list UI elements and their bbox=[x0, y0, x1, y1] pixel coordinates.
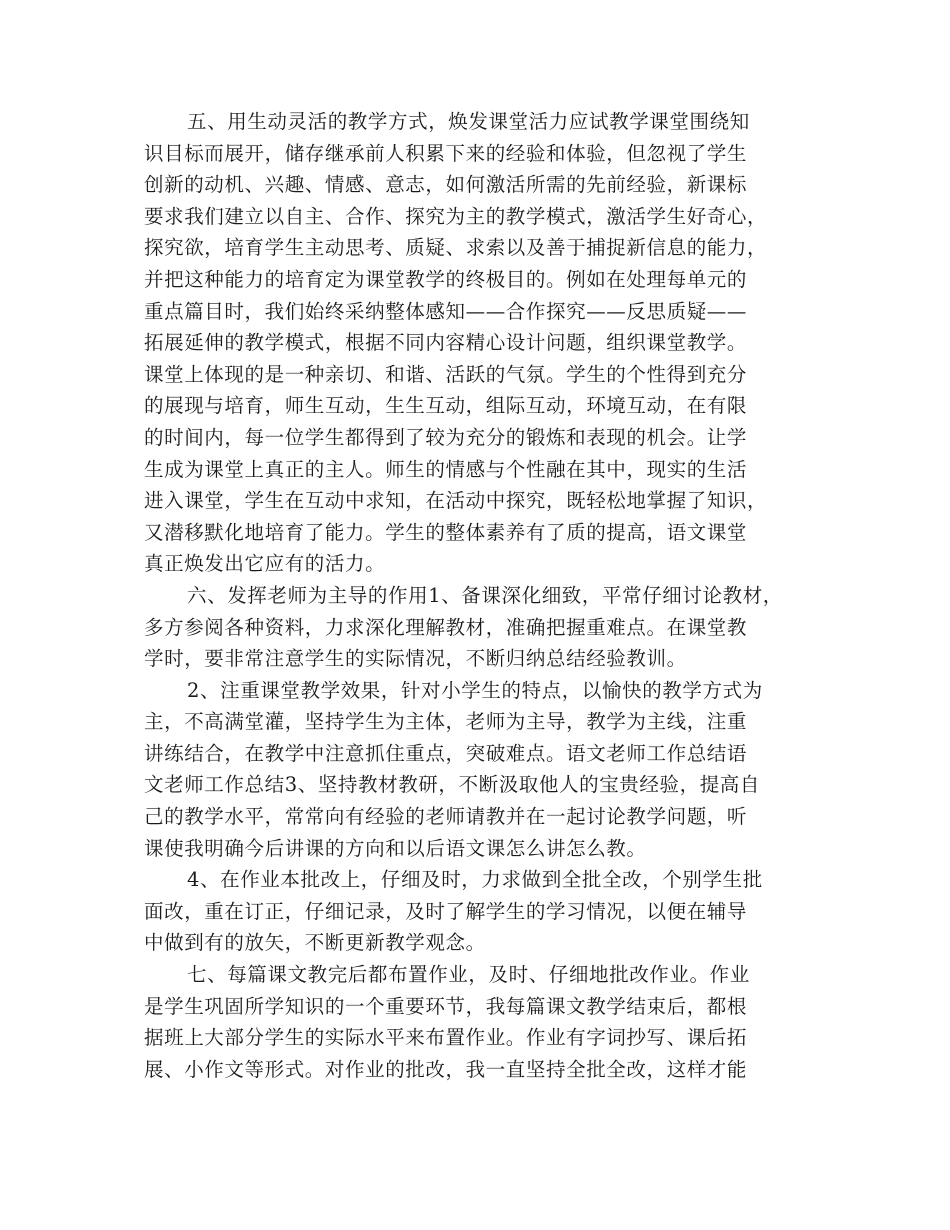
text-line: 探究欲，培育学生主动思考、质疑、求索以及善于捕捉新信息的能力， bbox=[144, 236, 768, 260]
text-line: 七、每篇课文教完后都布置作业，及时、仔细地批改作业。作业 bbox=[187, 963, 750, 987]
text-line: 展、小作文等形式。对作业的批改，我一直坚持全批全改，这样才能 bbox=[144, 1057, 748, 1081]
text-line: 中做到有的放矢，不断更新教学观念。 bbox=[144, 931, 486, 955]
text-line: 据班上大部分学生的实际水平来布置作业。作业有字词抄写、课后拓 bbox=[144, 1026, 748, 1050]
document-body bbox=[144, 106, 844, 1085]
text-line: 课使我明确今后讲课的方向和以后语文课怎么讲怎么教。 bbox=[144, 836, 647, 860]
text-line: 的展现与培育，师生互动，生生互动，组际互动，环境互动，在有限 bbox=[144, 394, 748, 418]
text-line: 并把这种能力的培育定为课堂教学的终极目的。例如在处理每单元的 bbox=[144, 267, 748, 291]
text-line: 创新的动机、兴趣、情感、意志，如何激活所需的先前经验，新课标 bbox=[144, 173, 748, 197]
text-line: 五、用生动灵活的教学方式，焕发课堂活力应试教学课堂围绕知 bbox=[187, 110, 750, 133]
text-line: 真正焕发出它应有的活力。 bbox=[144, 552, 386, 576]
text-line: 是学生巩固所学知识的一个重要环节，我每篇课文教学结束后，都根 bbox=[144, 994, 748, 1018]
text-line: 多方参阅各种资料，力求深化理解教材，准确把握重难点。在课堂教 bbox=[144, 615, 748, 639]
text-line: 己的教学水平，常常向有经验的老师请教并在一起讨论教学问题，听 bbox=[144, 805, 748, 829]
text-line: 六、发挥老师为主导的作用1、备课深化细致，平常仔细讨论教材， bbox=[187, 583, 783, 607]
text-line: 主，不高满堂灌，坚持学生为主体，老师为主导，教学为主线，注重 bbox=[144, 710, 748, 734]
text-line: 文老师工作总结3、坚持教材教研，不断汲取他人的宝贵经验，提高自 bbox=[144, 773, 761, 797]
text-line: 的时间内，每一位学生都得到了较为充分的锻炼和表现的机会。让学 bbox=[144, 425, 748, 449]
text-line: 生成为课堂上真正的主人。师生的情感与个性融在其中，现实的生活 bbox=[144, 457, 748, 481]
text-line: 2、注重课堂教学效果，针对小学生的特点，以愉快的教学方式为 bbox=[187, 678, 763, 702]
text-line: 讲练结合，在教学中注意抓住重点，突破难点。语文老师工作总结语 bbox=[144, 741, 748, 765]
text-line: 又潜移默化地培育了能力。学生的整体素养有了质的提高，语文课堂 bbox=[144, 520, 748, 544]
text-line: 学时，要非常注意学生的实际情况，不断归纳总结经验教训。 bbox=[144, 647, 687, 671]
text-line: 课堂上体现的是一种亲切、和谐、活跃的气氛。学生的个性得到充分 bbox=[144, 362, 748, 386]
text-line: 4、在作业本批改上，仔细及时，力求做到全批全改，个别学生批 bbox=[187, 868, 763, 892]
text-line: 要求我们建立以自主、合作、探究为主的教学模式，激活学生好奇心， bbox=[144, 204, 768, 228]
text-line: 进入课堂，学生在互动中求知，在活动中探究，既轻松地掌握了知识， bbox=[144, 489, 768, 513]
text-line: 面改，重在订正，仔细记录，及时了解学生的学习情况，以便在辅导 bbox=[144, 899, 748, 923]
text-line: 识目标而展开，储存继承前人积累下来的经验和体验，但忽视了学生 bbox=[144, 141, 748, 165]
text-line: 重点篇目时，我们始终采纳整体感知——合作探究——反思质疑—— bbox=[144, 299, 748, 323]
text-line: 拓展延伸的教学模式，根据不同内容精心设计问题，组织课堂教学。 bbox=[144, 331, 748, 355]
